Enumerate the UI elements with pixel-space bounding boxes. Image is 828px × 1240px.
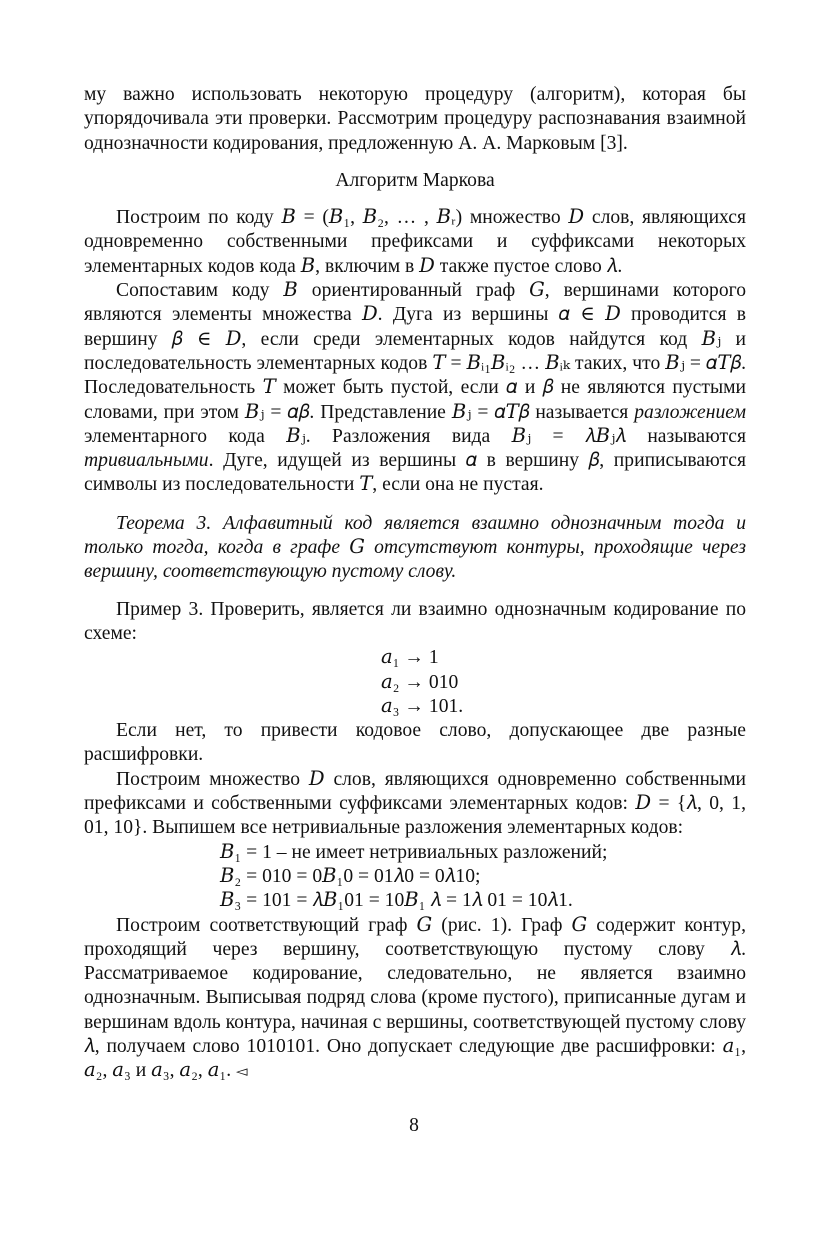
code-line: 𝑎₁ → 1 (381, 647, 439, 669)
page-body (84, 83, 746, 1084)
section-heading: Алгоритм Маркова (335, 169, 495, 191)
conclusion-text: Построим соответствующий граф 𝐺 (рис. 1). Граф 𝐺 содержит контур, проходящий через вершину, соответствующую пустому слову 𝜆. Рассматриваемое кодирование, следовательно, не является взаимно однозначным. Выписывая подряд слова (кроме пустого), приписанные дугам и вершинам вдоль контура, начиная с вершины, соответствующей пустому слову 𝜆, получаем слово 1010101. Оно допускает следующие две расшифровки: 𝑎₁, 𝑎₂, 𝑎₃ и 𝑎₃, 𝑎₂, 𝑎₁. (84, 914, 746, 1082)
page-number: 8 (409, 1115, 419, 1136)
code-line: 𝑎₂ → 010 (381, 671, 459, 693)
graph-text-part-3: . Дуге, идущей из вершины 𝛼 в вершину 𝛽, приписываются символы из последовательности 𝑇, если она не пустая. (84, 450, 746, 496)
paragraph-task: Если нет, то привести кодовое слово, допускающее две разные расшифровки. (84, 720, 746, 766)
end-of-example-icon: ◅ (236, 1062, 248, 1081)
term-decomposition: разложением (634, 401, 746, 423)
term-trivial: тривиальными (84, 450, 209, 472)
paragraph-graph-definition (84, 279, 746, 498)
paragraph-conclusion (84, 914, 746, 1084)
example-3-statement: Пример 3. Проверить, является ли взаимно однозначным кодирование по схеме: (84, 598, 746, 644)
graph-text-part-1: Сопоставим коду 𝐵 ориентированный граф 𝐺, вершинами которого являются элементы множества 𝐷. Дуга из вершины 𝛼 ∈ 𝐷 проводится в вершину 𝛽 ∈ 𝐷, если среди элементарных кодов найдутся код 𝐵ⱼ и последовательность элементарных кодов 𝑇 = 𝐵ᵢ₁𝐵ᵢ₂ … 𝐵ᵢₖ таких, что 𝐵ⱼ = 𝛼𝑇𝛽. Последовательность 𝑇 может быть пустой, если 𝛼 и 𝛽 не являются пустыми словами, при этом 𝐵ⱼ = 𝛼𝛽. Представление 𝐵ⱼ = 𝛼𝑇𝛽 называется (84, 280, 746, 423)
paragraph-set-d: Построим множество 𝐷 слов, являющихся одновременно собственными префиксами и собственными суффиксами элементарных кодов: 𝐷 = {𝜆, 0, 1, 01, 10}. Выпишем все нетривиальные разложения элементарных кодов: (84, 768, 746, 839)
decomposition-list (84, 841, 746, 914)
code-line: 𝑎₃ → 101. (381, 695, 464, 717)
theorem-3: Теорема 3. Алфавитный код является взаимно однозначным тогда и только тогда, когда в графе 𝐺 отсутствуют контуры, проходящие через вершину, соответствующую пустому слову. (84, 512, 746, 583)
decomposition-line: 𝐵₃ = 101 = 𝜆𝐵₁01 = 10𝐵₁ 𝜆 = 1𝜆 01 = 10𝜆1. (220, 890, 573, 912)
graph-text-part-2: элементарного кода 𝐵ⱼ. Разложения вида 𝐵ⱼ = 𝜆𝐵ⱼ𝜆 называются (84, 425, 746, 447)
decomposition-line: 𝐵₁ = 1 – не имеет нетривиальных разложений; (220, 841, 608, 863)
decomposition-line: 𝐵₂ = 010 = 0𝐵₁0 = 01𝜆0 = 0𝜆10; (220, 865, 481, 887)
coding-scheme (84, 646, 746, 719)
intro-paragraph: му важно использовать некоторую процедуру (алгоритм), которая бы упорядочивала эти проверки. Рассмотрим процедуру распознавания взаимной однозначности кодирования, предложенную А. А. Марковым [3]. (84, 84, 746, 154)
paragraph-definition-d: Построим по коду 𝐵 = (𝐵₁, 𝐵₂, … , 𝐵ᵣ) множество 𝐷 слов, являющихся одновременно собственными префиксами и суффиксами некоторых элементарных кодов кода 𝐵, включим в 𝐷 также пустое слово 𝜆. (84, 207, 746, 277)
